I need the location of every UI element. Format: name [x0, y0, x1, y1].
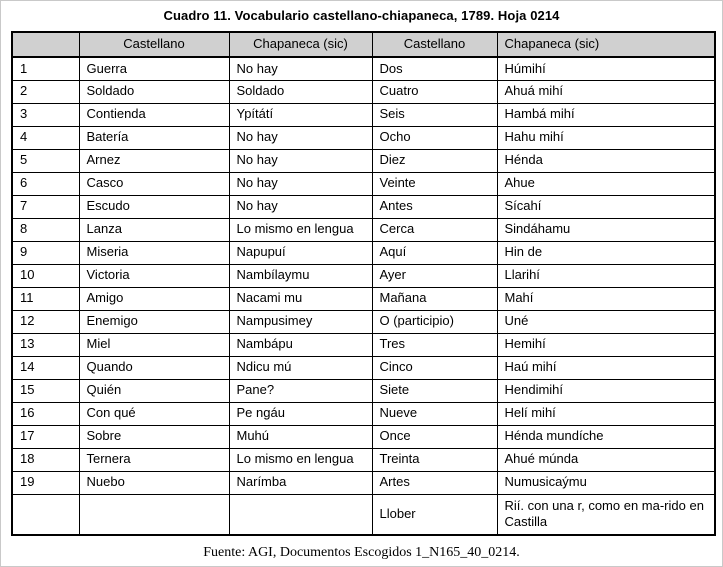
table-row — [12, 333, 715, 356]
castellano-cell-right: Nueve — [372, 402, 497, 425]
table-row — [12, 264, 715, 287]
chapaneca-cell-left: Lo mismo en lengua — [229, 448, 372, 471]
row-number-cell: 13 — [12, 333, 79, 356]
table-row — [12, 80, 715, 103]
castellano-cell-right: Mañana — [372, 287, 497, 310]
castellano-cell-right: Treinta — [372, 448, 497, 471]
source-footnote: Fuente: AGI, Documentos Escogidos 1_N165_40_0214. — [203, 545, 520, 560]
row-number-cell: 19 — [12, 471, 79, 494]
chapaneca-cell-left: Soldado — [229, 80, 372, 103]
castellano-cell-right: Ayer — [372, 264, 497, 287]
header-cell-castellano-left: Castellano — [79, 32, 229, 57]
chapaneca-cell-left: Napupuí — [229, 241, 372, 264]
castellano-cell-left: Miseria — [79, 241, 229, 264]
chapaneca-cell-right: Húmihí — [497, 57, 715, 80]
row-number-cell: 7 — [12, 195, 79, 218]
table-row — [12, 448, 715, 471]
castellano-cell-right: Siete — [372, 379, 497, 402]
castellano-cell-right: Ocho — [372, 126, 497, 149]
chapaneca-cell-left: Ypítátí — [229, 103, 372, 126]
row-number-cell: 3 — [12, 103, 79, 126]
table-row — [12, 494, 715, 535]
row-number-cell: 16 — [12, 402, 79, 425]
castellano-cell-left: Amigo — [79, 287, 229, 310]
chapaneca-cell-right: Helí mihí — [497, 402, 715, 425]
castellano-cell-right: Veinte — [372, 172, 497, 195]
chapaneca-cell-right: Rií. con una r, como en ma-rido en Castilla — [497, 494, 715, 535]
castellano-cell-left: Quién — [79, 379, 229, 402]
chapaneca-cell-left: Nambílaymu — [229, 264, 372, 287]
castellano-cell-left: Victoria — [79, 264, 229, 287]
castellano-cell-left: Miel — [79, 333, 229, 356]
row-number-cell: 9 — [12, 241, 79, 264]
chapaneca-cell-right: Ahuá mihí — [497, 80, 715, 103]
chapaneca-cell-right: Mahí — [497, 287, 715, 310]
chapaneca-cell-left: No hay — [229, 195, 372, 218]
header-cell-chapaneca-right: Chapaneca (sic) — [497, 32, 715, 57]
castellano-cell-left: Arnez — [79, 149, 229, 172]
chapaneca-cell-right: Haú mihí — [497, 356, 715, 379]
chapaneca-cell-left: Nacami mu — [229, 287, 372, 310]
castellano-cell-left: Ternera — [79, 448, 229, 471]
castellano-cell-right: Tres — [372, 333, 497, 356]
header-row — [12, 32, 715, 57]
castellano-cell-right: Antes — [372, 195, 497, 218]
chapaneca-cell-right: Hambá mihí — [497, 103, 715, 126]
castellano-cell-right: Artes — [372, 471, 497, 494]
chapaneca-cell-right: Hahu mihí — [497, 126, 715, 149]
table-row — [12, 241, 715, 264]
table-row — [12, 126, 715, 149]
chapaneca-cell-right: Uné — [497, 310, 715, 333]
castellano-cell-left: Contienda — [79, 103, 229, 126]
chapaneca-cell-left: No hay — [229, 126, 372, 149]
chapaneca-cell-left: Ndicu mú — [229, 356, 372, 379]
castellano-cell-right: Aquí — [372, 241, 497, 264]
vocabulary-table — [11, 31, 716, 536]
castellano-cell-left — [79, 494, 229, 535]
castellano-cell-left: Batería — [79, 126, 229, 149]
row-number-cell: 11 — [12, 287, 79, 310]
table-row — [12, 195, 715, 218]
row-number-cell: 14 — [12, 356, 79, 379]
chapaneca-cell-right: Sindáhamu — [497, 218, 715, 241]
castellano-cell-left: Con qué — [79, 402, 229, 425]
chapaneca-cell-left: Lo mismo en lengua — [229, 218, 372, 241]
table-row — [12, 218, 715, 241]
table-row — [12, 310, 715, 333]
chapaneca-cell-left: Nampusimey — [229, 310, 372, 333]
row-number-cell: 6 — [12, 172, 79, 195]
chapaneca-cell-right: Hin de — [497, 241, 715, 264]
chapaneca-cell-left: No hay — [229, 57, 372, 80]
chapaneca-cell-right: Hendimihí — [497, 379, 715, 402]
castellano-cell-left: Lanza — [79, 218, 229, 241]
castellano-cell-left: Nuebo — [79, 471, 229, 494]
row-number-cell: 18 — [12, 448, 79, 471]
header-cell-castellano-right: Castellano — [372, 32, 497, 57]
table-row — [12, 287, 715, 310]
row-number-cell: 2 — [12, 80, 79, 103]
chapaneca-cell-right: Ahué múnda — [497, 448, 715, 471]
castellano-cell-right: Diez — [372, 149, 497, 172]
castellano-cell-left: Enemigo — [79, 310, 229, 333]
castellano-cell-right: O (participio) — [372, 310, 497, 333]
chapaneca-cell-left: No hay — [229, 149, 372, 172]
table-body — [12, 57, 715, 535]
castellano-cell-left: Guerra — [79, 57, 229, 80]
row-number-cell: 15 — [12, 379, 79, 402]
row-number-cell: 5 — [12, 149, 79, 172]
table-row — [12, 356, 715, 379]
row-number-cell: 4 — [12, 126, 79, 149]
castellano-cell-left: Casco — [79, 172, 229, 195]
castellano-cell-right: Cerca — [372, 218, 497, 241]
table-row — [12, 172, 715, 195]
castellano-cell-right: Once — [372, 425, 497, 448]
castellano-cell-left: Escudo — [79, 195, 229, 218]
header-cell-number — [12, 32, 79, 57]
row-number-cell: 1 — [12, 57, 79, 80]
castellano-cell-right: Llober — [372, 494, 497, 535]
chapaneca-cell-left: No hay — [229, 172, 372, 195]
chapaneca-cell-left: Pe ngáu — [229, 402, 372, 425]
castellano-cell-left: Sobre — [79, 425, 229, 448]
castellano-cell-right: Seis — [372, 103, 497, 126]
castellano-cell-left: Quando — [79, 356, 229, 379]
row-number-cell: 8 — [12, 218, 79, 241]
table-row — [12, 402, 715, 425]
table-row — [12, 425, 715, 448]
row-number-cell — [12, 494, 79, 535]
table-row — [12, 149, 715, 172]
chapaneca-cell-right: Ahue — [497, 172, 715, 195]
chapaneca-cell-right: Numusicaýmu — [497, 471, 715, 494]
chapaneca-cell-left: Pane? — [229, 379, 372, 402]
chapaneca-cell-left: Nambápu — [229, 333, 372, 356]
row-number-cell: 10 — [12, 264, 79, 287]
chapaneca-cell-left — [229, 494, 372, 535]
table-row — [12, 471, 715, 494]
castellano-cell-right: Cinco — [372, 356, 497, 379]
table-row — [12, 379, 715, 402]
header-cell-chapaneca-left: Chapaneca (sic) — [229, 32, 372, 57]
castellano-cell-right: Cuatro — [372, 80, 497, 103]
row-number-cell: 12 — [12, 310, 79, 333]
table-row — [12, 57, 715, 80]
row-number-cell: 17 — [12, 425, 79, 448]
chapaneca-cell-right: Hénda mundíche — [497, 425, 715, 448]
table-row — [12, 103, 715, 126]
chapaneca-cell-left: Muhú — [229, 425, 372, 448]
chapaneca-cell-right: Llarihí — [497, 264, 715, 287]
chapaneca-cell-right: Hénda — [497, 149, 715, 172]
chapaneca-cell-right: Hemihí — [497, 333, 715, 356]
chapaneca-cell-left: Narímba — [229, 471, 372, 494]
castellano-cell-left: Soldado — [79, 80, 229, 103]
chapaneca-cell-right: Sícahí — [497, 195, 715, 218]
castellano-cell-right: Dos — [372, 57, 497, 80]
table-title: Cuadro 11. Vocabulario castellano-chiapaneca, 1789. Hoja 0214 — [163, 8, 560, 23]
